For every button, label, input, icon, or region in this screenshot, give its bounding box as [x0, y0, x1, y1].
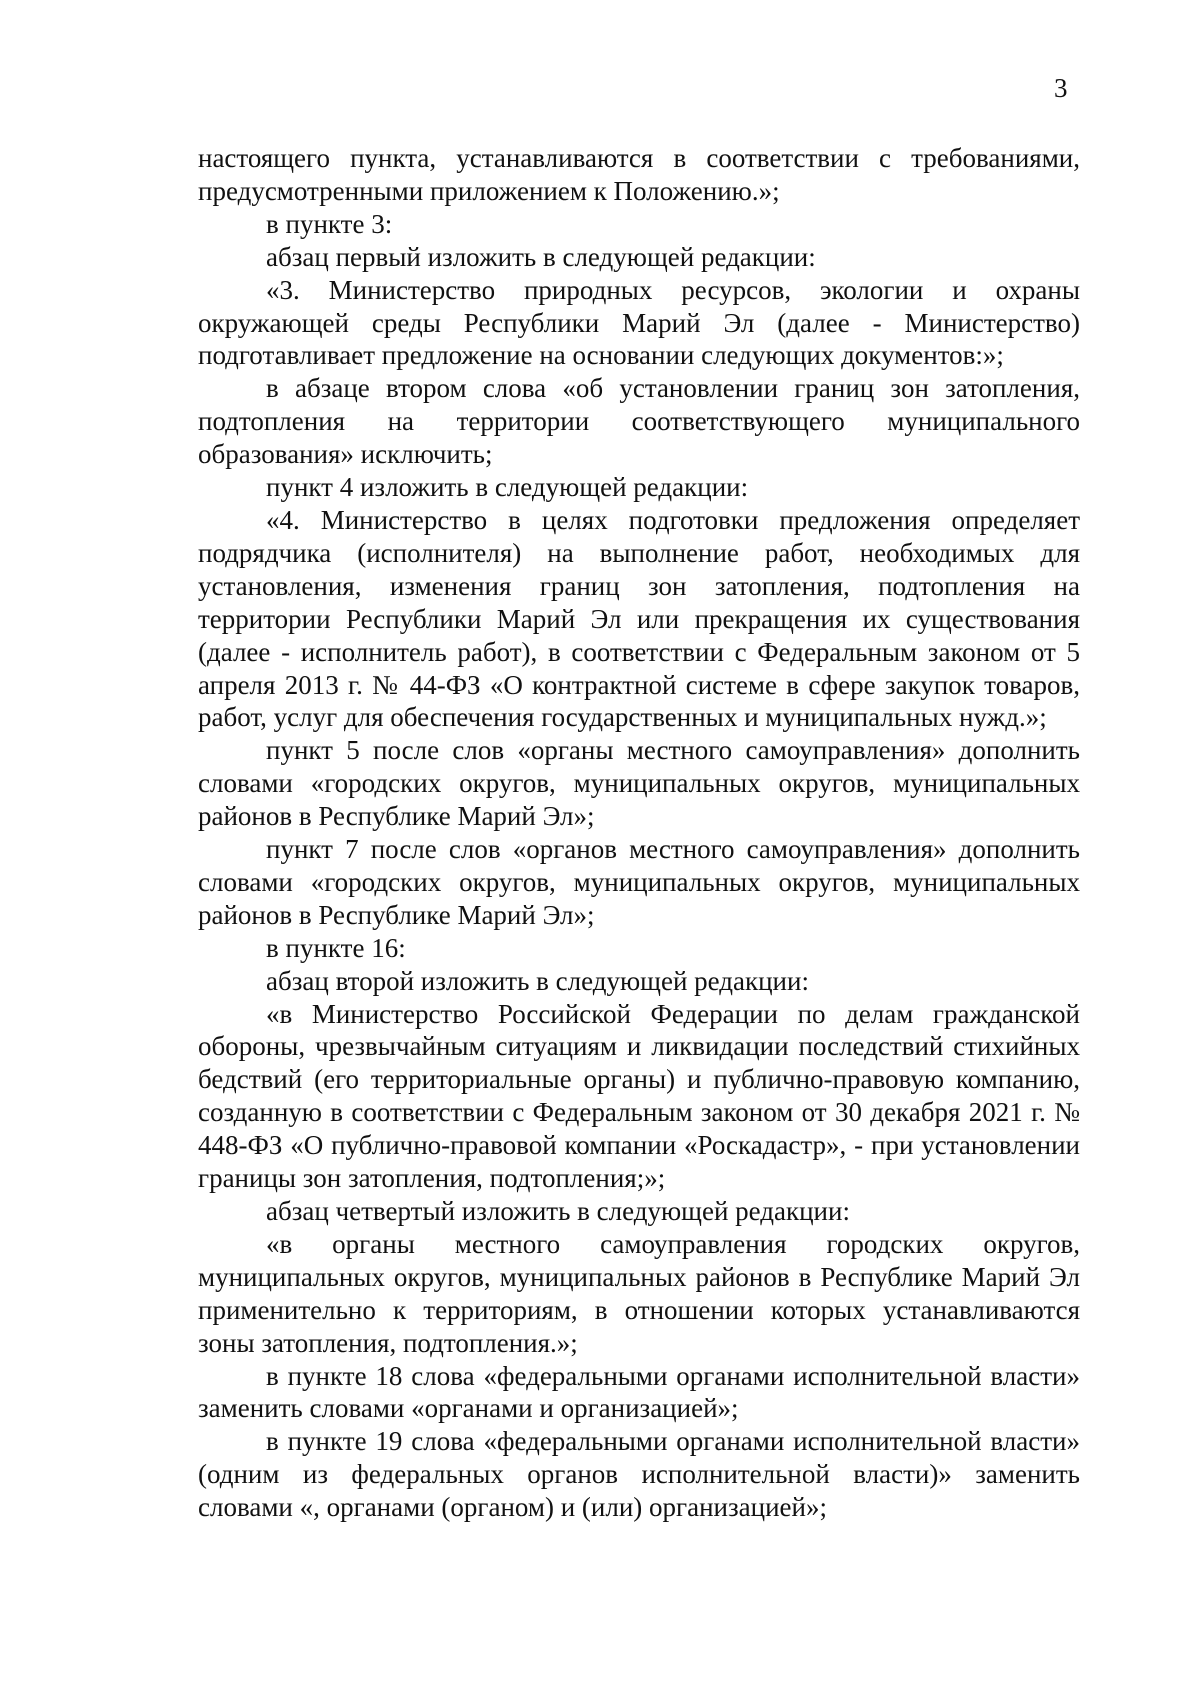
paragraph: абзац первый изложить в следующей редакции:	[266, 241, 816, 272]
paragraph: пункт 5 после слов «органы местного самоуправления» дополнить словами «городских округов, муниципальных округов, муниципальных районов в Республике Марий Эл»;	[198, 735, 1080, 832]
page-number: 3	[1054, 73, 1068, 103]
paragraph: в пункте 3:	[266, 208, 393, 239]
paragraph: пункт 7 после слов «органов местного самоуправления» дополнить словами «городских округов, муниципальных округов, муниципальных районов в Республике Марий Эл»;	[198, 834, 1080, 930]
paragraph: абзац четвертый изложить в следующей редакции:	[266, 1196, 850, 1226]
paragraph: «4. Министерство в целях подготовки предложения определяет подрядчика (исполнителя) на выполнение работ, необходимых для установления, изменения границ зон затопления, подтопления на территории Республики Марий Эл или прекращения их существования (далее - исполнитель работ), в соответствии с Федеральным законом от 5 апреля 2013 г. № 44-ФЗ «О контрактной системе в сфере закупок товаров, работ, услуг для обеспечения государственных и муниципальных нужд.»;	[198, 504, 1080, 733]
document-body	[198, 142, 1080, 1524]
paragraph: настоящего пункта, устанавливаются в соответствии с требованиями, предусмотренными приложением к Положению.»;	[198, 143, 1080, 206]
paragraph: абзац второй изложить в следующей редакции:	[266, 965, 809, 996]
paragraph: в пункте 16:	[266, 932, 406, 963]
paragraph: «3. Министерство природных ресурсов, экологии и охраны окружающей среды Республики Марий Эл (далее - Министерство) подготавливает предложение на основании следующих документов:»;	[198, 274, 1080, 371]
paragraph: «в Министерство Российской Федерации по делам гражданской обороны, чрезвычайным ситуациям и ликвидации последствий стихийных бедствий (его территориальные органы) и публично-правовую компанию, созданную в соответствии с Федеральным законом от 30 декабря 2021 г. № 448-ФЗ «О публично-правовой компании «Роскадастр», - при установлении границы зон затопления, подтопления;»;	[198, 998, 1080, 1194]
paragraph: «в органы местного самоуправления городских округов, муниципальных округов, муниципальных районов в Республике Марий Эл применительно к территориям, в отношении которых устанавливаются зоны затопления, подтопления.»;	[198, 1228, 1080, 1358]
paragraph: в пункте 18 слова «федеральными органами исполнительной власти» заменить словами «органами и организацией»;	[198, 1360, 1080, 1424]
paragraph: пункт 4 изложить в следующей редакции:	[266, 472, 749, 503]
paragraph: в абзаце втором слова «об установлении границ зон затопления, подтопления на территории соответствующего муниципального образования» исключить;	[198, 373, 1080, 470]
paragraph: в пункте 19 слова «федеральными органами исполнительной власти» (одним из федеральных органов исполнительной власти)» заменить словами «, органами (органом) и (или) организацией»;	[198, 1426, 1080, 1523]
